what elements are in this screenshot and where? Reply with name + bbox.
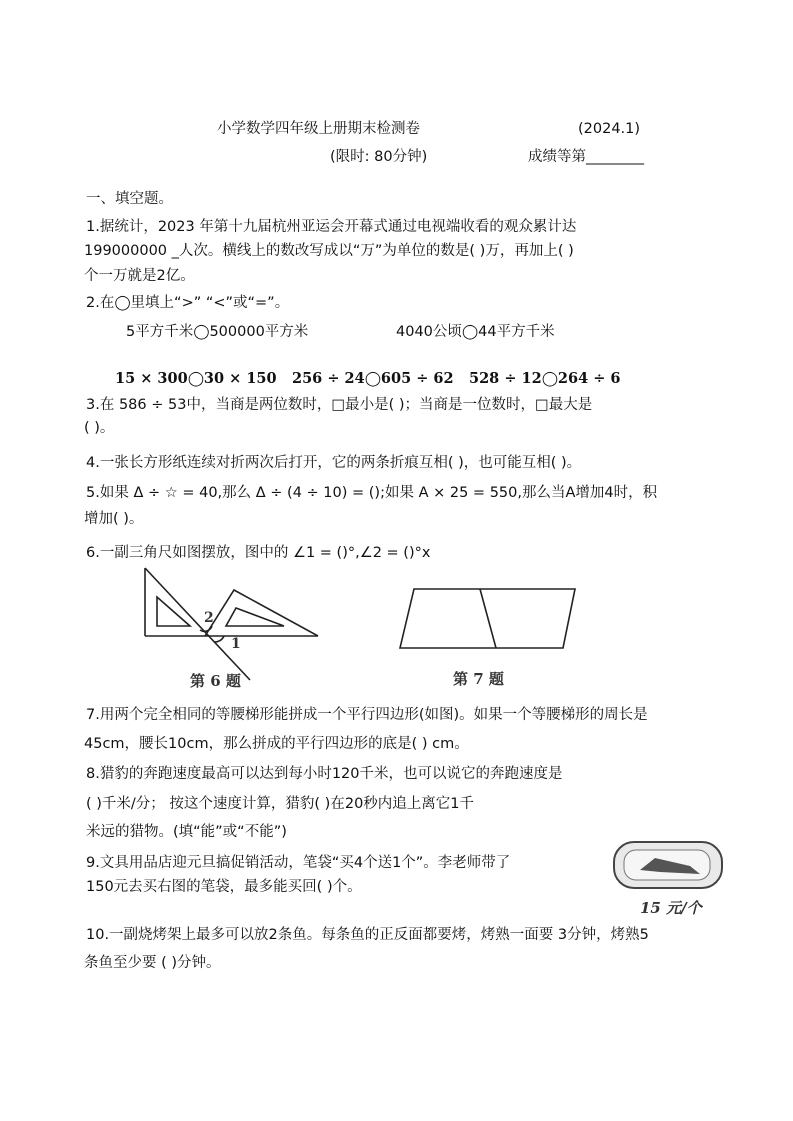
q8-line2: ( )千米/分； 按这个速度计算，猎豹( )在20秒内追上离它1千 bbox=[86, 796, 475, 812]
pencil-case-price: 15 元/个 bbox=[640, 899, 702, 917]
q2-item: 4040公顷◯44平方千米 bbox=[396, 324, 555, 340]
q8-line1: 8.猎豹的奔跑速度最高可以达到每小时120千米，也可以说它的奔跑速度是 bbox=[86, 766, 563, 782]
exam-title: 小学数学四年级上册期末检测卷 bbox=[217, 121, 420, 137]
q6: 6.一副三角尺如图摆放，图中的 ∠1 = ()°,∠2 = ()°x bbox=[86, 545, 431, 561]
q9-line1: 9.文具用品店迎元旦搞促销活动，笔袋“买4个送1个”。李老师带了 bbox=[86, 855, 511, 871]
q10-line2: 条鱼至少要 ( )分钟。 bbox=[84, 955, 221, 971]
time-limit: (限时: 80分钟) bbox=[330, 149, 428, 165]
q1-line2: 199000000 _人次。横线上的数改写成以“万”为单位的数是( )万，再加上( ) bbox=[84, 243, 574, 259]
q7-line2: 45cm，腰长10cm，那么拼成的平行四边形的底是( ) cm。 bbox=[84, 736, 469, 752]
q2-stem: 2.在◯里填上“>” “<”或“=”。 bbox=[86, 295, 290, 311]
q10-line1: 10.一副烧烤架上最多可以放2条鱼。每条鱼的正反面都要烤，烤熟一面要 3分钟，烤熟5 bbox=[86, 927, 649, 943]
q2-item: 15 × 300◯30 × 150 bbox=[115, 370, 277, 387]
grade-field: 成绩等第________ bbox=[528, 149, 644, 165]
q5-line1: 5.如果 Δ ÷ ☆ = 40,那么 Δ ÷ (4 ÷ 10) = ();如果 A × 25 = 550,那么当A增加4时，积 bbox=[86, 485, 658, 501]
q3-line2: ( )。 bbox=[84, 420, 115, 436]
q7-line1: 7.用两个完全相同的等腰梯形能拼成一个平行四边形(如图)。如果一个等腰梯形的周长是 bbox=[86, 707, 648, 723]
q2-item: 256 ÷ 24◯605 ÷ 62 bbox=[292, 370, 454, 387]
fig6-angle1-label: 1 bbox=[231, 636, 241, 652]
pencil-case-image bbox=[614, 842, 722, 888]
fig6-angle2-label: 2 bbox=[204, 610, 214, 626]
fig6-caption: 第 6 题 bbox=[190, 672, 241, 690]
fig7-parallelogram bbox=[400, 589, 575, 648]
q2-item: 528 ÷ 12◯264 ÷ 6 bbox=[469, 370, 621, 387]
q1-line3: 个一万就是2亿。 bbox=[84, 268, 195, 284]
q4: 4.一张长方形纸连续对折两次后打开，它的两条折痕互相( )，也可能互相( )。 bbox=[86, 455, 582, 471]
section-heading: 一、填空题。 bbox=[86, 191, 173, 207]
exam-date: (2024.1) bbox=[578, 121, 641, 137]
q9-line2: 150元去买右图的笔袋，最多能买回( )个。 bbox=[86, 879, 362, 895]
q5-line2: 增加( )。 bbox=[84, 511, 144, 527]
q8-line3: 米远的猎物。(填“能”或“不能”) bbox=[86, 824, 287, 840]
fig6-set-squares bbox=[145, 568, 318, 680]
q1-line1: 1.据统计，2023 年第十九届杭州亚运会开幕式通过电视端收看的观众累计达 bbox=[86, 219, 577, 235]
fig7-caption: 第 7 题 bbox=[453, 670, 504, 688]
q3-line1: 3.在 586 ÷ 53中，当商是两位数时，□最小是( )；当商是一位数时，□最大是 bbox=[86, 397, 593, 413]
q2-item: 5平方千米◯500000平方米 bbox=[126, 324, 309, 340]
